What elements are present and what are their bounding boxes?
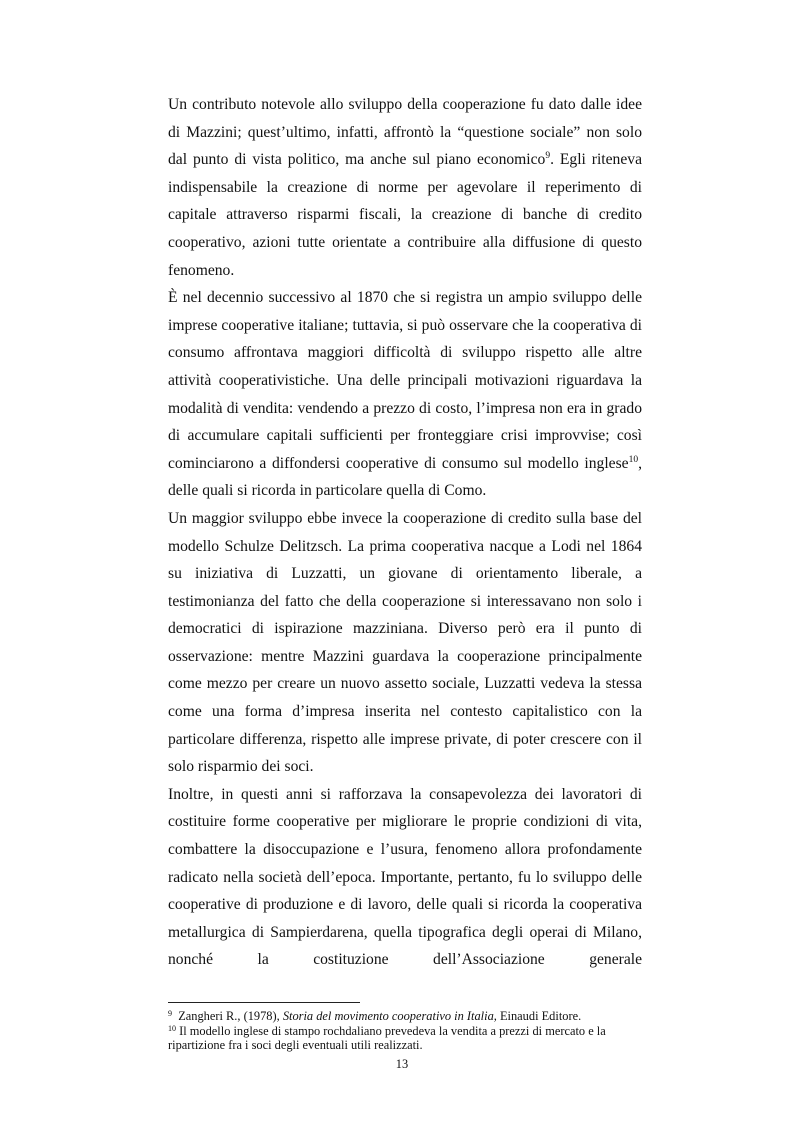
footnote-number: 9 (168, 1009, 172, 1018)
footnote-divider (168, 1002, 360, 1003)
footnote-title: Storia del movimento cooperativo in Italia, (282, 1009, 497, 1023)
paragraph-1870: È nel decennio successivo al 1870 che si registra un ampio sviluppo delle imprese cooperative italiane; tuttavia, si può osservare che la cooperativa di consumo affrontava maggiori difficoltà di sviluppo rispetto alle altre attività cooperativistiche. Una delle principali motivazioni riguardava la modalità di vendita: vendendo a prezzo di costo, l’impresa non era in grado di accumulare capitali sufficienti per fronteggiare crisi improvvise; così cominciarono a diffondersi cooperative di consumo sul modello inglese$^{10}$, delle quali si ricorda in particolare quella di Como. (168, 289, 642, 500)
body-text (168, 91, 642, 974)
footnote-ref-9[interactable]: 9 (545, 151, 551, 162)
page-number: 13 (395, 1057, 409, 1071)
footnote-number: 10 (168, 1023, 176, 1033)
footnote-10: $^{10}$ Il modello inglese di stampo rochdaliano prevedeva la vendita a prezzi di mercato e la ripartizione fra i soci degli eventuali utili realizzati. (168, 1023, 606, 1052)
paragraph-mazzini: Un contributo notevole allo sviluppo della cooperazione fu dato dalle idee di Mazzini; quest’ultimo, infatti, affrontò la “questione sociale” non solo dal punto di vista politico, ma anche sul piano economico$^9$. Egli riteneva indispensabile la creazione di norme per agevolare il reperimento di capitale attraverso risparmi fiscali, la creazione di banche di credito cooperativo, azioni tutte orientate a contribuire alla diffusione di questo fenomeno. (168, 96, 642, 279)
paragraph-credito: Un maggior sviluppo ebbe invece la cooperazione di credito sulla base del modello Schulze Delitzsch. La prima cooperativa nacque a Lodi nel 1864 su iniziativa di Luzzatti, un giovane di orientamento liberale, a testimonianza del fatto che della cooperazione si interessavano non solo i democratici di ispirazione mazziniana. Diverso però era il punto di osservazione: mentre Mazzini guardava la cooperazione principalmente come mezzo per creare un nuovo assetto sociale, Luzzatti vedeva la stessa come una forma d’impresa inserita nel contesto capitalistico con la particolare differenza, rispetto alle imprese private, di poter crescere con il solo risparmio dei soci. (168, 509, 642, 776)
paragraph-lavoratori: Inoltre, in questi anni si rafforzava la consapevolezza dei lavoratori di costituire forme cooperative per migliorare le proprie condizioni di vita, combattere la disoccupazione e l’usura, fenomeno allora profondamente radicato nella società dell’epoca. Importante, pertanto, fu lo sviluppo delle cooperative di produzione e di lavoro, delle quali si ricorda la cooperativa metallurgica di Sampierdarena, quella tipografica degli operai di Milano, nonché la costituzione dell’Associazione generale (168, 785, 642, 969)
footnote-9: $^9$ Zangheri R., (1978), Storia del movimento cooperativo in Italia, Einaudi Editore. (168, 1009, 582, 1023)
footnote-ref-10[interactable]: 10 (628, 454, 639, 465)
footnotes (168, 1009, 642, 1053)
